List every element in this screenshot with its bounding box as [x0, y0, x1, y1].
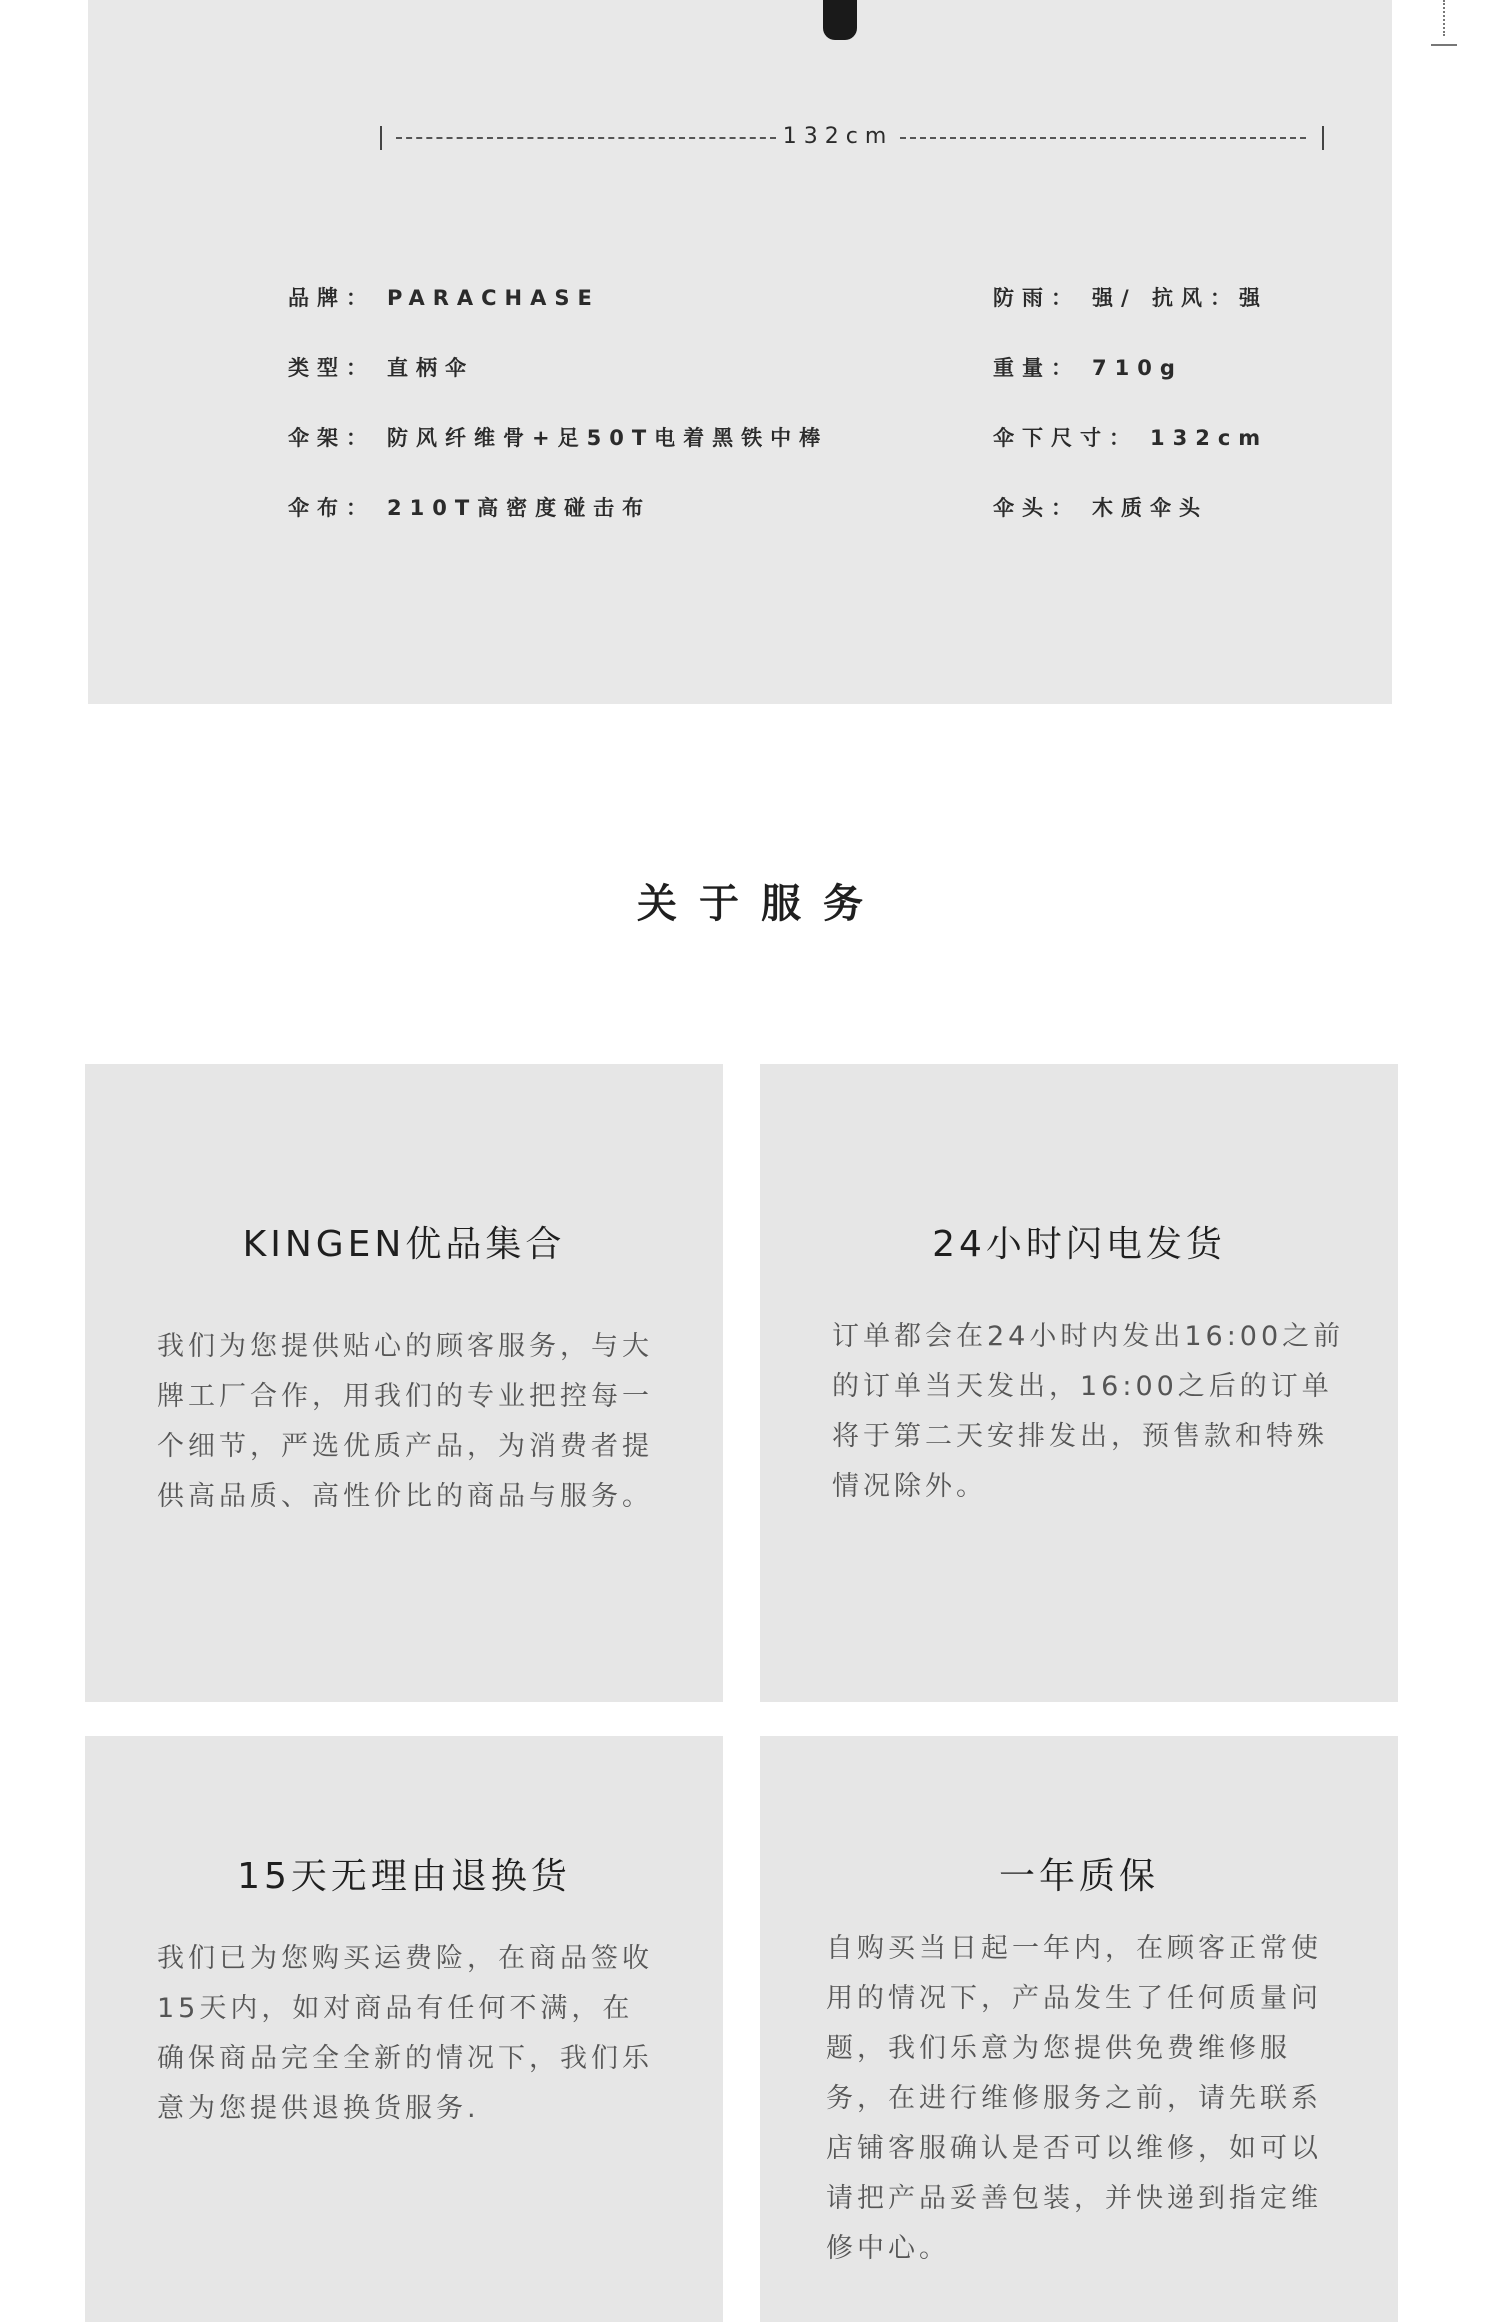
- service-card-body: 订单都会在24小时内发出16:00之前的订单当天发出，16:00之后的订单将于第二天安排发出，预售款和特殊情况除外。: [832, 1321, 1345, 1502]
- spec-row: [288, 423, 828, 493]
- spec-key: 品牌：: [288, 286, 375, 310]
- spec-value: 直柄伞: [387, 356, 474, 380]
- tip-cap-line: [1431, 44, 1457, 46]
- service-card-kingen: [85, 1064, 723, 1702]
- spec-row: [288, 493, 828, 563]
- spec-key: 防雨：: [993, 286, 1080, 310]
- spec-value: 210T高密度碰击布: [387, 496, 652, 520]
- spec-row: [288, 353, 828, 423]
- services-section-title: 关于服务: [637, 881, 885, 927]
- service-card-body: 自购买当日起一年内，在顾客正常使用的情况下，产品发生了任何质量问题，我们乐意为您提供免费维修服务，在进行维修服务之前，请先联系店铺客服确认是否可以维修，如可以请把产品妥善包装，并快递到指定维修中心。: [826, 1933, 1322, 2264]
- service-card-title: KINGEN优品集合: [242, 1224, 566, 1265]
- service-card-body: 我们已为您购买运费险，在商品签收15天内，如对商品有任何不满，在确保商品完全全新的情况下，我们乐意为您提供退换货服务.: [157, 1943, 653, 2124]
- measure-label: 132cm: [782, 124, 894, 149]
- spec-value: 防风纤维骨+足50T电着黑铁中棒: [387, 426, 829, 450]
- spec-row: [993, 423, 1268, 493]
- spec-value: 木质伞头: [1092, 496, 1208, 520]
- umbrella-handle-image: [823, 0, 857, 40]
- service-card-returns: [85, 1736, 723, 2322]
- service-card-title: 24小时闪电发货: [932, 1224, 1226, 1265]
- size-measure-line: [380, 122, 1324, 152]
- spec-value: 710g: [1092, 356, 1183, 380]
- spec-value: 强/ 抗风：强: [1092, 286, 1268, 310]
- measure-right-end: [1322, 126, 1324, 150]
- service-card-title: 15天无理由退换货: [237, 1856, 571, 1897]
- spec-value: 132cm: [1150, 426, 1269, 450]
- spec-key: 伞下尺寸：: [993, 426, 1138, 450]
- tip-dotted-line: [1443, 0, 1445, 36]
- umbrella-tip-marker: [1431, 0, 1459, 48]
- spec-key: 类型：: [288, 356, 375, 380]
- spec-key: 伞布：: [288, 496, 375, 520]
- spec-list-right: [993, 283, 1268, 563]
- spec-key: 伞头：: [993, 496, 1080, 520]
- spec-list-left: [288, 283, 828, 563]
- service-card-body: 我们为您提供贴心的顾客服务，与大牌工厂合作，用我们的专业把控每一个细节，严选优质产品，为消费者提供高品质、高性价比的商品与服务。: [157, 1331, 653, 1512]
- spec-row: [993, 493, 1268, 563]
- service-card-title: 一年质保: [998, 1856, 1159, 1897]
- measure-left-end: [380, 126, 382, 150]
- spec-key: 伞架：: [288, 426, 375, 450]
- service-card-shipping: [760, 1064, 1398, 1702]
- spec-row: [993, 283, 1268, 353]
- spec-row: [993, 353, 1268, 423]
- measure-left-dash: [396, 137, 776, 139]
- spec-panel: [88, 0, 1392, 704]
- spec-key: 重量：: [993, 356, 1080, 380]
- measure-right-dash: [900, 137, 1306, 139]
- service-card-warranty: [760, 1736, 1398, 2322]
- spec-value: PARACHASE: [387, 286, 600, 310]
- spec-row: [288, 283, 828, 353]
